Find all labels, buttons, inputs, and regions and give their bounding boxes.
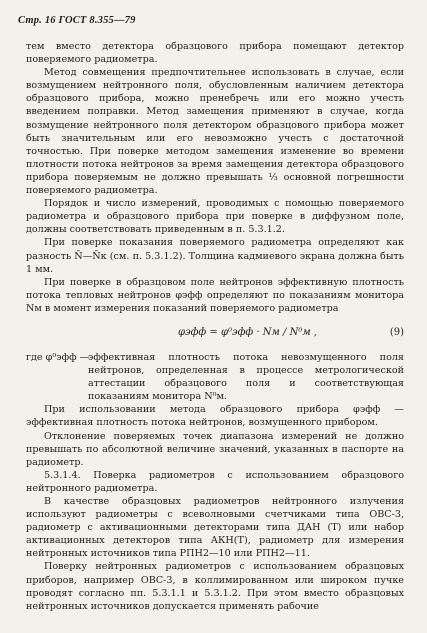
- paragraph: При поверке показания поверяемого радиометра определяют как разность N̄—N̄к (см. п. 5.3.1.2). Толщина кадмиевого экрана должна быть 1 мм.: [26, 237, 404, 275]
- formula-expression: φэфф = φ⁰эфф · Nм / N⁰м ,: [178, 327, 317, 339]
- page-header: Стр. 16 ГОСТ 8.355—79: [18, 15, 136, 26]
- paragraph: Порядок и число измерений, проводимых с помощью поверяемого радиометра и образцового прибора при поверке в диффузном поле, должны соответствовать приведенным в п. 5.3.1.2.: [26, 198, 404, 236]
- formula-9: [26, 318, 404, 348]
- paragraph: В качестве образцовых радиометров нейтронного излучения используют радиометры с всеволновыми счетчиками типа ОВС-3, радиометр с активационными детекторами типа ДАН (Т) или набор активационных детекторов типа АКН(Т), радиометр для измерения нейтронных источников типа РПН2—10 или РПН2—11.: [26, 496, 404, 560]
- paragraph: При использовании метода образцового прибора φэфф — эффективная плотность потока нейтронов, возмущенного прибором.: [26, 404, 404, 429]
- paragraph: Поверку нейтронных радиометров с использованием образцовых приборов, например ОВС-3, в коллимированном или широком пучке проводят согласно пп. 5.3.1.1 и 5.3.1.2. При этом вместо образцовых нейтронных источников допускается применять рабочие: [26, 561, 404, 612]
- section-heading: 5.3.1.4. Поверка радиометров с использованием образцового нейтронного радиометра.: [26, 469, 404, 494]
- paragraph: тем вместо детектора образцового прибора помещают детектор поверяемого радиометра.: [26, 41, 404, 66]
- definition-text: эффективная плотность потока невозмущенного поля нейтронов, определенная в процессе метрологической аттестации образцового поля и соответствующая показаниям монитора N⁰м.: [88, 351, 404, 403]
- symbol-definition: [26, 351, 404, 403]
- paragraph: Отклонение поверяемых точек диапазона измерений не должно превышать по абсолютной величине значений, указанных в паспорте на радиометр.: [26, 430, 404, 468]
- formula-number: (9): [389, 327, 404, 339]
- definition-symbol: где φ⁰эфф —: [26, 351, 90, 363]
- paragraph: Метод совмещения предпочтительнее использовать в случае, если возмущением нейтронного поля, обусловленным наличием детектора образцового прибора, можно пренебречь или его можно учесть введением поправки. Метод замещения применяют в случае, когда возмущение нейтронного поля детектором образцового прибора может быть значительным или его невозможно учесть с достаточной точностью. При поверке методом замещения изменение во времени плотности потока нейтронов за время замещения детектора образцового прибора поверяемым не должно превышать ⅓ основной погрешности поверяемого радиометра.: [26, 67, 404, 197]
- document-body: [26, 40, 404, 613]
- paragraph: При поверке в образцовом поле нейтронов эффективную плотность потока тепловых нейтронов φэфф определяют по показаниям монитора Nм в момент измерения показаний поверяемого радиометра: [26, 276, 404, 314]
